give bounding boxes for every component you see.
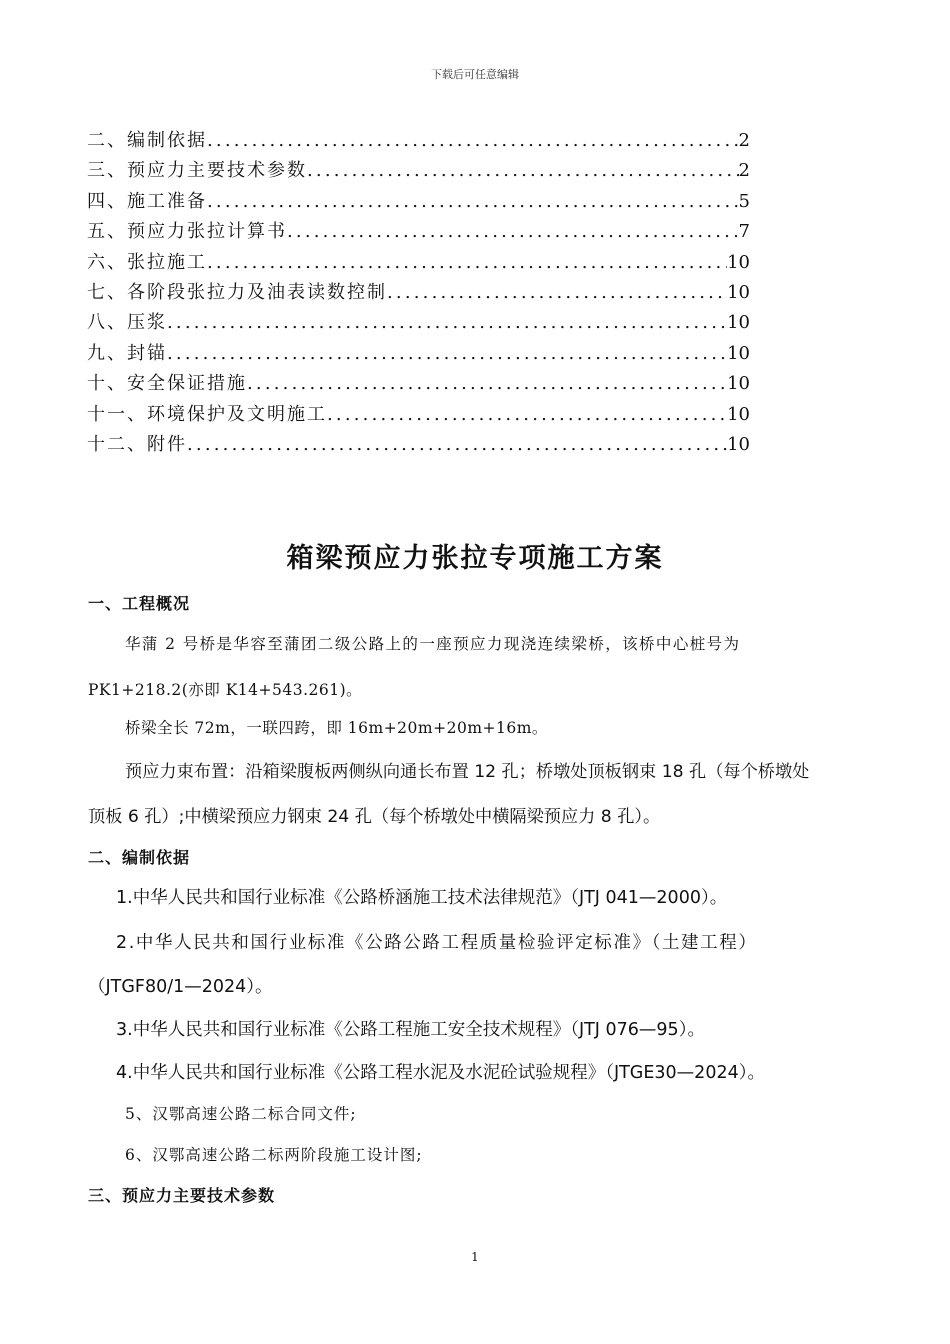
toc-leader: [287, 221, 739, 242]
toc-entry-page: 5: [738, 190, 750, 212]
paragraph-text: 预应力束布置：沿箱梁腹板两侧纵向通长布置 12 孔；桥墩处顶板钢束 18 孔（每个桥墩处: [125, 762, 810, 782]
toc-entry-page: 2: [738, 160, 750, 182]
toc-entry-title: 三、预应力主要技术参数: [87, 160, 307, 182]
list-item: 6、汉鄂高速公路二标两阶段施工设计图;: [125, 1146, 423, 1164]
toc-leader: [167, 312, 727, 333]
toc-entry-title: 九、封锚: [87, 342, 167, 364]
section-heading-parameters: 三、预应力主要技术参数: [88, 1186, 276, 1205]
toc-entry-page: 10: [727, 373, 750, 395]
toc-entry-page: 10: [727, 403, 750, 425]
toc-entry-title: 十一、环境保护及文明施工: [87, 403, 327, 425]
toc-entry[interactable]: [87, 400, 750, 430]
toc-entry-page: 10: [727, 342, 750, 364]
toc-entry[interactable]: [87, 126, 750, 156]
toc-entry-page: 10: [727, 251, 750, 273]
header-note: 下载后可任意编辑: [431, 68, 519, 81]
toc-leader: [327, 404, 727, 425]
toc-entry-title: 八、压浆: [87, 312, 167, 334]
list-item: 2.中华人民共和国行业标准《公路公路工程质量检验评定标准》（土建工程）: [116, 933, 758, 953]
toc-entry-page: 7: [738, 221, 750, 243]
list-item: 4.中华人民共和国行业标准《公路工程水泥及水泥砼试验规程》（JTGE30—2024）。: [116, 1063, 765, 1083]
toc-entry-title: 七、各阶段张拉力及油表读数控制: [87, 281, 387, 303]
toc-entry-page: 2: [738, 130, 750, 151]
toc-entry[interactable]: [87, 308, 750, 338]
page-number: 1: [471, 1250, 479, 1264]
toc-leader: [207, 191, 739, 212]
toc-entry[interactable]: [87, 278, 750, 308]
toc-entry[interactable]: [87, 430, 750, 460]
toc-entry-page: 10: [727, 281, 750, 303]
table-of-contents: [87, 126, 750, 460]
list-item: 1.中华人民共和国行业标准《公路桥涵施工技术法律规范》（JTJ 041—2000）。: [116, 888, 728, 908]
toc-entry-title: 五、预应力张拉计算书: [87, 221, 287, 243]
toc-leader: [167, 343, 727, 364]
section-heading-overview: 一、工程概况: [88, 594, 191, 613]
toc-entry-page: 10: [727, 433, 750, 455]
toc-entry-title: 二、编制依据: [87, 130, 207, 151]
toc-leader: [207, 130, 739, 151]
toc-entry[interactable]: [87, 156, 750, 186]
toc-leader: [387, 282, 727, 303]
toc-entry-title: 十二、附件: [87, 433, 187, 455]
toc-entry-page: 10: [727, 312, 750, 334]
list-item: （JTGF80/1—2024）。: [88, 977, 273, 997]
toc-leader: [247, 373, 727, 394]
toc-leader: [187, 434, 727, 455]
paragraph-text: 华蒲 2 号桥是华容至蒲团二级公路上的一座预应力现浇连续梁桥，该桥中心桩号为: [125, 635, 741, 653]
toc-entry[interactable]: [87, 339, 750, 369]
toc-entry[interactable]: [87, 217, 750, 247]
toc-entry[interactable]: [87, 248, 750, 278]
paragraph-text: 顶板 6 孔）;中横梁预应力钢束 24 孔（每个桥墩处中横隔梁预应力 8 孔）。: [88, 807, 661, 827]
toc-entry[interactable]: [87, 369, 750, 399]
toc-entry-title: 十、安全保证措施: [87, 373, 247, 395]
section-heading-basis: 二、编制依据: [88, 848, 191, 867]
toc-leader: [207, 252, 727, 273]
list-item: 5、汉鄂高速公路二标合同文件;: [125, 1105, 357, 1123]
paragraph-text: 桥梁全长 72m，一联四跨，即 16m+20m+20m+16m。: [125, 719, 548, 737]
toc-leader: [307, 160, 739, 181]
toc-entry-title: 四、施工准备: [87, 190, 207, 212]
document-title: 箱梁预应力张拉专项施工方案: [286, 543, 664, 574]
list-item: 3.中华人民共和国行业标准《公路工程施工安全技术规程》（JTJ 076—95）。: [116, 1020, 705, 1040]
toc-entry-title: 六、张拉施工: [87, 251, 207, 273]
toc-entry[interactable]: [87, 187, 750, 217]
paragraph-text: PK1+218.2(亦即 K14+543.261)。: [88, 681, 363, 699]
